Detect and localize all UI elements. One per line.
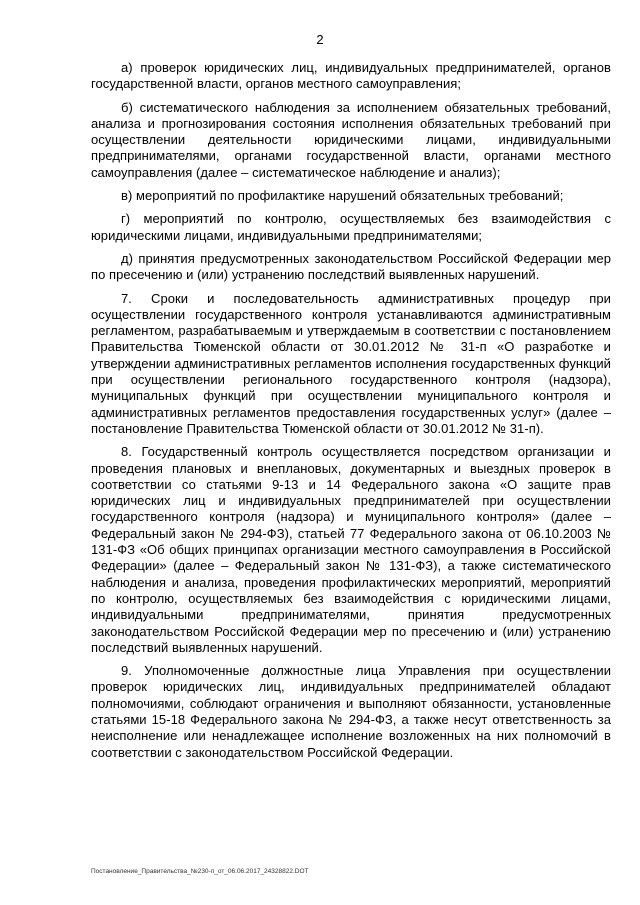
paragraph-item-d: д) принятия предусмотренных законодательством Российской Федерации мер по пресечению и (или) устранению последствий выявленных нарушений. <box>91 250 611 283</box>
paragraph-item-g: г) мероприятий по контролю, осуществляемых без взаимодействия с юридическими лицами, индивидуальными предпринимателями; <box>91 211 611 243</box>
paragraph-item-a: а) проверок юридических лиц, индивидуальных предпринимателей, органов государственной власти, органов местного самоуправления; <box>91 60 611 92</box>
page-number: 2 <box>316 32 324 47</box>
paragraph-section-7: 7. Сроки и последовательность административных процедур при осуществлении государственного контроля устанавливаются административным регламентом, разрабатываемым и утверждаемым в соответствии с постановлением Правительства Тюменской области от 30.01.2012 № 31-п «О разработке и утверждении административных регламентов исполнения государственных функций при осуществлении регионального государственного контроля (надзора), муниципальных функций при осуществлении муниципального контроля и административных регламентов предоставления государственных услуг» (далее – постановление Правительства Тюменской области от 30.01.2012 № 31-п). <box>91 290 611 436</box>
document-body <box>91 60 611 768</box>
paragraph-item-v: в) мероприятий по профилактике нарушений обязательных требований; <box>121 188 564 204</box>
paragraph-section-9: 9. Уполномоченные должностные лица Управления при осуществлении проверок юридических лиц, индивидуальных предпринимателей обладают полномочиями, соблюдают ограничения и выполняют обязанности, установленные статьями 15-18 Федерального закона № 294-ФЗ, а также несут ответственность за неисполнение или ненадлежащее исполнение возложенных на них полномочий в соответствии с законодательством Российской Федерации. <box>91 663 611 760</box>
file-footer: Постановление_Правительства_№230-п_от_06.06.2017_24328822.DOT <box>91 868 309 875</box>
paragraph-item-b: б) систематического наблюдения за исполнением обязательных требований, анализа и прогнозирования состояния исполнения обязательных требований при осуществлении деятельности юридическими лицами, индивидуальными предпринимателями, органами государственной власти, органами местного самоуправления (далее – систематическое наблюдение и анализ); <box>91 99 611 180</box>
paragraph-section-8: 8. Государственный контроль осуществляется посредством организации и проведения плановых и внеплановых, документарных и выездных проверок в соответствии со статьями 9-13 и 14 Федерального закона «О защите прав юридических лиц и индивидуальных предпринимателей при осуществлении государственного контроля (надзора) и муниципального контроля» (далее – Федеральный закон № 294-ФЗ), статьей 77 Федерального закона от 06.10.2003 № 131-ФЗ «Об общих принципах организации местного самоуправления в Российской Федерации» (далее – Федеральный закон № 131-ФЗ), а также систематического наблюдения и анализа, проведения профилактических мероприятий, мероприятий по контролю, осуществляемых без взаимодействия с юридическими лицами, индивидуальными предпринимателями, принятия предусмотренных законодательством Российской Федерации мер по пресечению и (или) устранению последствий выявленных нарушений. <box>91 444 611 655</box>
